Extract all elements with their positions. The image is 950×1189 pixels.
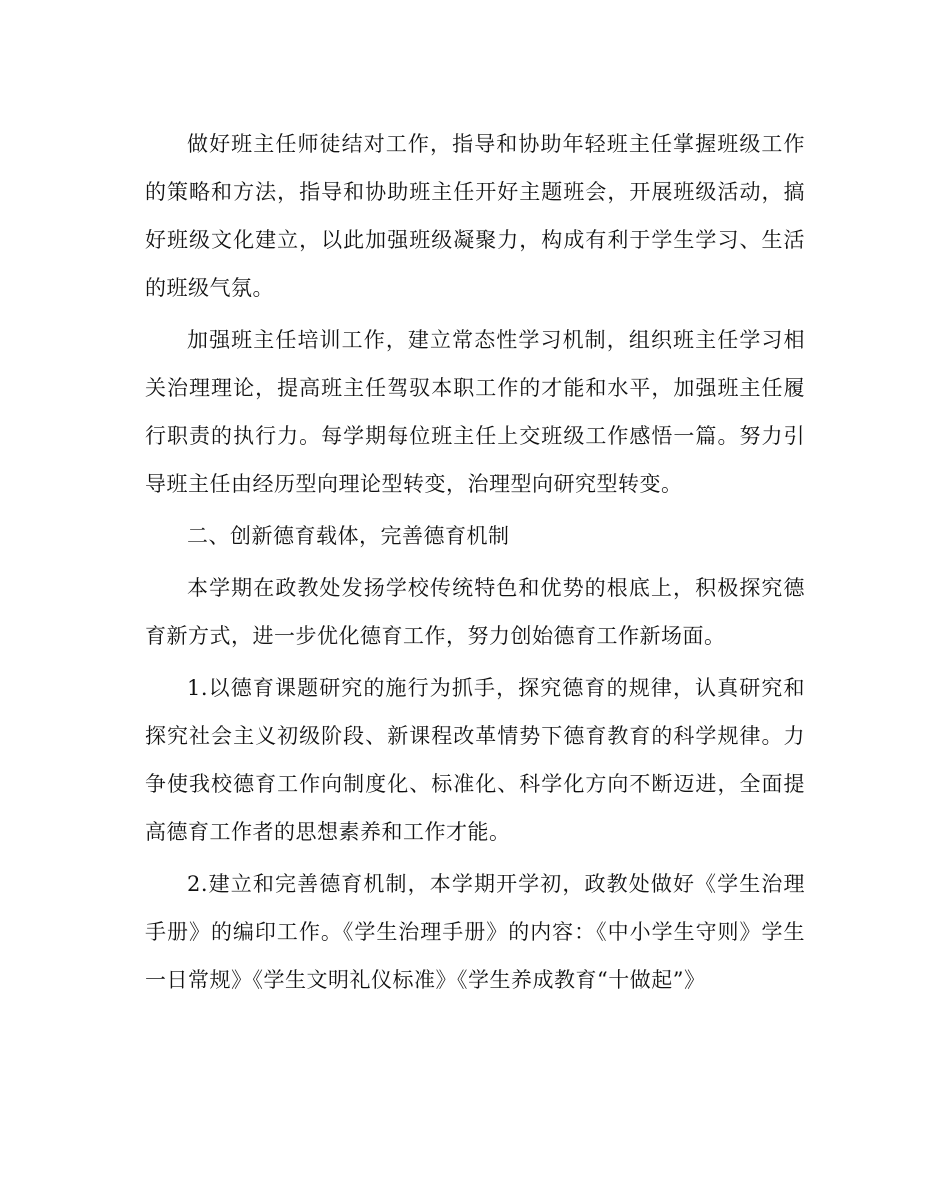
paragraph-innovation: 本学期在政教处发扬学校传统特色和优势的根底上，积极探究德育新方式，进一步优化德育工作，努力创始德育工作新场面。 bbox=[145, 576, 805, 648]
paragraph-training: 加强班主任培训工作，建立常态性学习机制，组织班主任学习相关治理理论，提高班主任驾驭本职工作的才能和水平，加强班主任履行职责的执行力。每学期每位班主任上交班级工作感悟一篇。努力引导班主任由经历型向理论型转变，治理型向研究型转变。 bbox=[145, 328, 805, 496]
section-heading: 二、创新德育载体，完善德育机制 bbox=[187, 524, 510, 548]
paragraph-item-1: 1.以德育课题研究的施行为抓手，探究德育的规律，认真研究和探究社会主义初级阶段、新课程改革情势下德育教育的科学规律。力争使我校德育工作向制度化、标准化、科学化方向不断迈进，全面提高德育工作者的思想素养和工作才能。 bbox=[145, 676, 805, 844]
paragraph-item-2: 2.建立和完善德育机制，本学期开学初，政教处做好《学生治理手册》的编印工作。《学生治理手册》的内容：《中小学生守则》学生一日常规》《学生文明礼仪标准》《学生养成教育“十做起”》 bbox=[145, 872, 805, 992]
paragraph-mentoring: 做好班主任师徒结对工作，指导和协助年轻班主任掌握班级工作的策略和方法，指导和协助班主任开好主题班会，开展班级活动，搞好班级文化建立，以此加强班级凝聚力，构成有利于学生学习、生活的班级气氛。 bbox=[145, 132, 805, 300]
document-body bbox=[145, 120, 805, 1008]
